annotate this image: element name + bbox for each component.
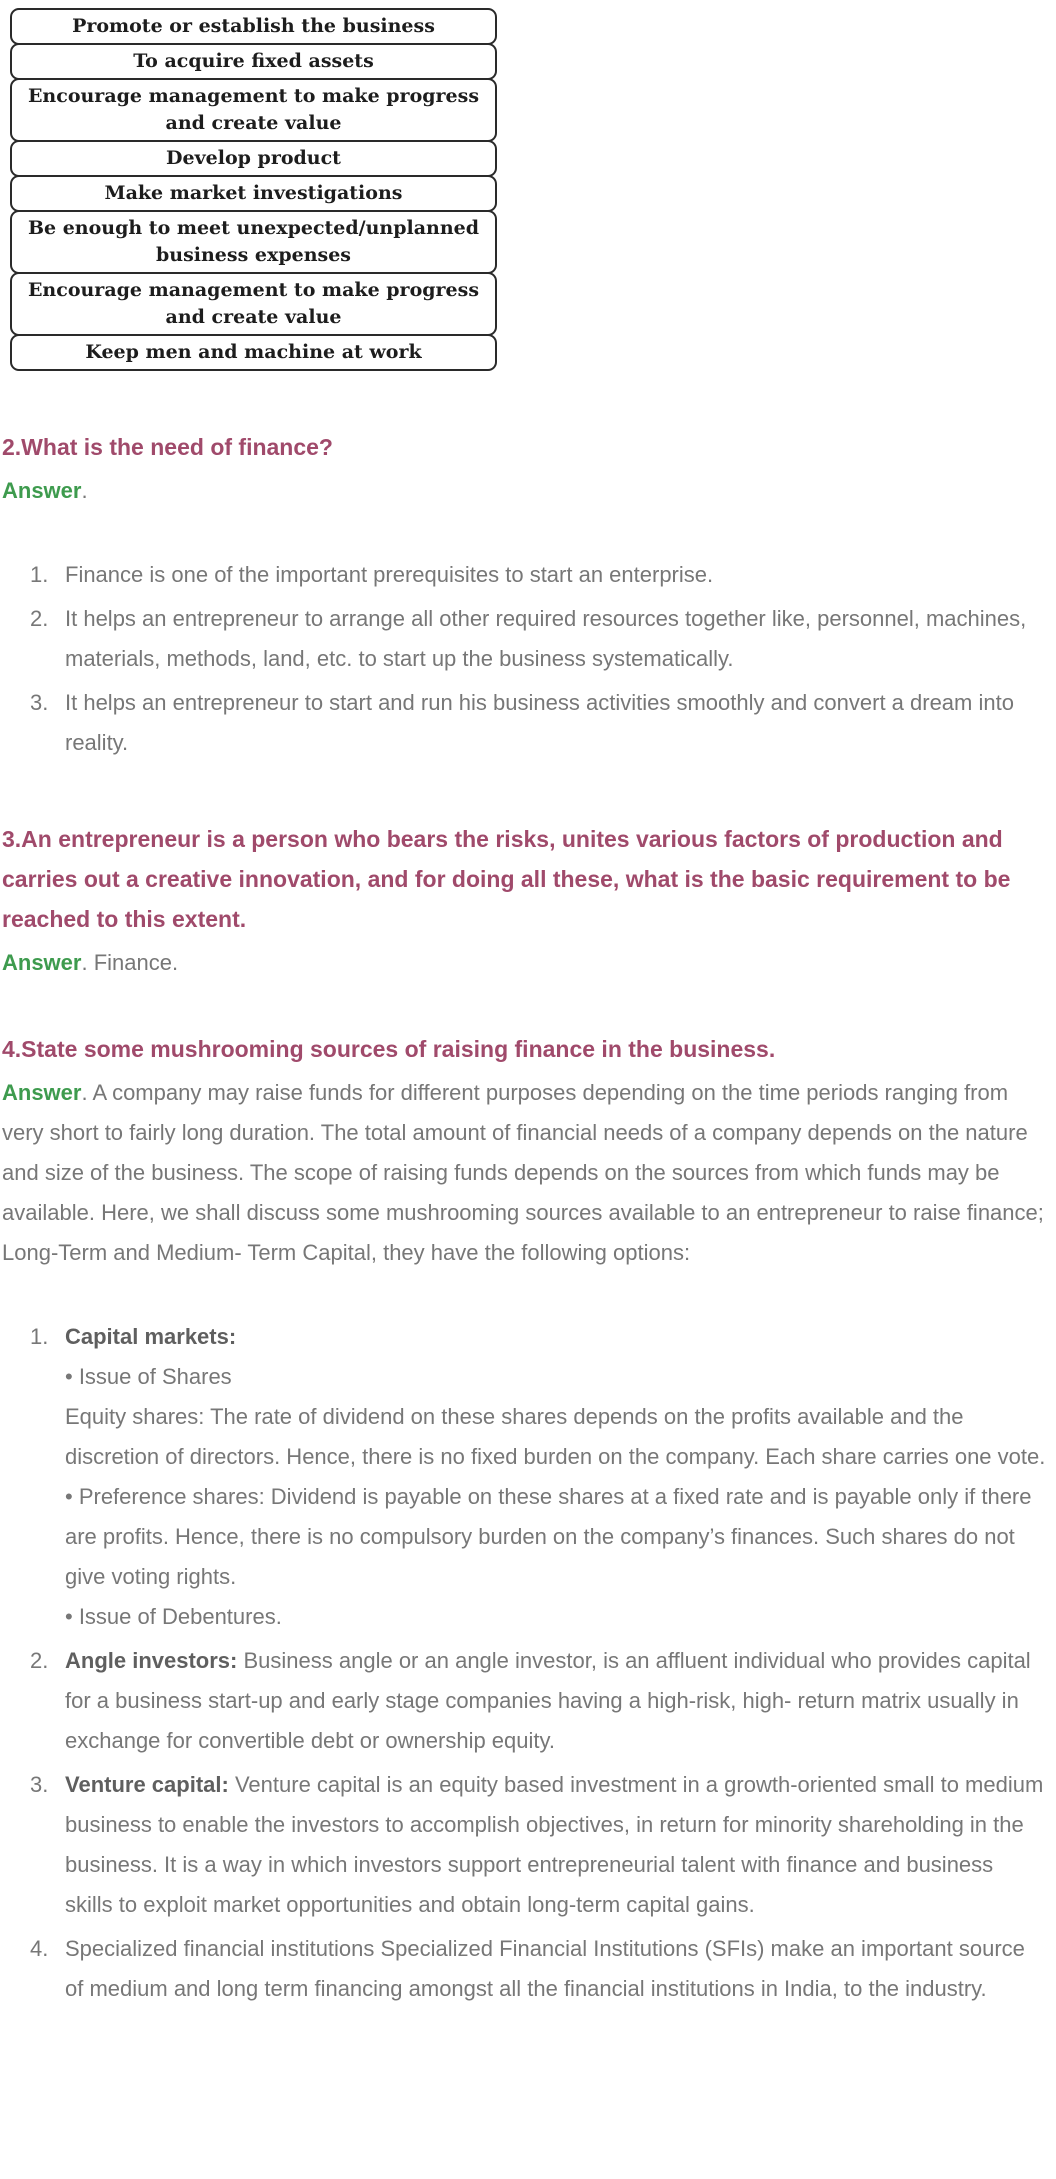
question-3-heading: 3.An entrepreneur is a person who bears the risks, unites various factors of production and carries out a creative innovation, and for doing all these, what is the basic requirement to be reached to this extent. [2, 826, 1011, 932]
list-item-body: Venture capital is an equity based investment in a growth-oriented small to medium business to enable the investors to accomplish objectives, in return for minority shareholding in the business. It is a way in which investors support entrepreneurial talent with finance and business skills to exploit market opportunities and obtain long-term capital gains. [65, 1772, 1044, 1917]
answer-2-line [2, 471, 1046, 511]
list-text: It helps an entrepreneur to start and run his business activities smoothly and convert a dream into reality. [65, 690, 1014, 755]
finance-purpose-flowchart [10, 8, 497, 371]
flow-box: Be enough to meet unexpected/unplanned business expenses [10, 210, 497, 274]
sub-line: • Issue of Shares [65, 1364, 232, 1389]
question-4-heading: 4.State some mushrooming sources of raising finance in the business. [2, 1036, 776, 1062]
sub-line: • Issue of Debentures. [65, 1604, 282, 1629]
list-marker: 1. [30, 1324, 49, 1349]
answer-3-line [2, 943, 1046, 983]
answer-text: . A company may raise funds for different purposes depending on the time periods ranging from very short to fairly long duration. The total amount of financial needs of a company depends on the nature and size of the business. The scope of raising funds depends on the sources from which funds may be available. Here, we shall discuss some mushrooming sources available to an entrepreneur to raise finance; Long-Term and Medium- Term Capital, they have the following options: [2, 1080, 1044, 1265]
list-marker: 1. [30, 562, 49, 587]
flow-box: Encourage management to make progress and create value [10, 78, 497, 142]
list-item [30, 555, 1046, 595]
list-item-content [65, 1929, 1046, 2009]
list-item-title: Angle investors: [65, 1648, 238, 1673]
list-item-title: Capital markets: [65, 1324, 237, 1349]
flow-box: Promote or establish the business [10, 8, 497, 45]
list-item-title: Venture capital: [65, 1772, 229, 1797]
answer-label: Answer [2, 1080, 82, 1105]
flow-box: Make market investigations [10, 175, 497, 212]
flow-box: Keep men and machine at work [10, 334, 497, 371]
list-item [30, 1317, 1046, 1637]
question-2-heading: 2.What is the need of finance? [2, 434, 333, 460]
answer-label: Answer [2, 478, 82, 503]
q4-sources-list [2, 1317, 1046, 2009]
list-item [30, 599, 1046, 679]
list-marker: 3. [30, 690, 49, 715]
list-item [30, 1765, 1046, 1925]
list-text: Finance is one of the important prerequisites to start an enterprise. [65, 562, 714, 587]
flow-box: To acquire fixed assets [10, 43, 497, 80]
q2-points-list [2, 555, 1046, 763]
list-marker: 4. [30, 1936, 49, 1961]
list-item [30, 683, 1046, 763]
list-item-content [65, 1765, 1046, 1925]
answer-4-paragraph [2, 1073, 1046, 1273]
list-item-body: Business angle or an angle investor, is an affluent individual who provides capital for a business start-up and early stage companies having a high-risk, high- return matrix usually in exchange for convertible debt or ownership equity. [65, 1648, 1031, 1753]
list-marker: 2. [30, 606, 49, 631]
answer-text: . Finance. [81, 950, 179, 975]
list-item [30, 1929, 1046, 2009]
flow-box: Develop product [10, 140, 497, 177]
list-item-body: Specialized financial institutions Specialized Financial Institutions (SFIs) make an important source of medium and long term financing amongst all the financial institutions in India, to the industry. [65, 1936, 1025, 2001]
sub-line: Equity shares: The rate of dividend on these shares depends on the profits available and the discretion of directors. Hence, there is no fixed burden on the company. Each share carries one vote. [65, 1404, 1046, 1469]
sub-line: • Preference shares: Dividend is payable on these shares at a fixed rate and is payable only if there are profits. Hence, there is no compulsory burden on the company’s finances. Such shares do not give voting rights. [65, 1484, 1032, 1589]
qa-content [0, 427, 1056, 2009]
answer-label: Answer [2, 950, 82, 975]
list-item-content [65, 1641, 1046, 1761]
list-marker: 2. [30, 1648, 49, 1673]
answer-text: . [81, 478, 88, 503]
list-item-content [65, 1317, 1046, 1637]
flow-box: Encourage management to make progress and create value [10, 272, 497, 336]
list-item [30, 1641, 1046, 1761]
list-text: It helps an entrepreneur to arrange all other required resources together like, personnel, machines, materials, methods, land, etc. to start up the business systematically. [65, 606, 1027, 671]
list-marker: 3. [30, 1772, 49, 1797]
